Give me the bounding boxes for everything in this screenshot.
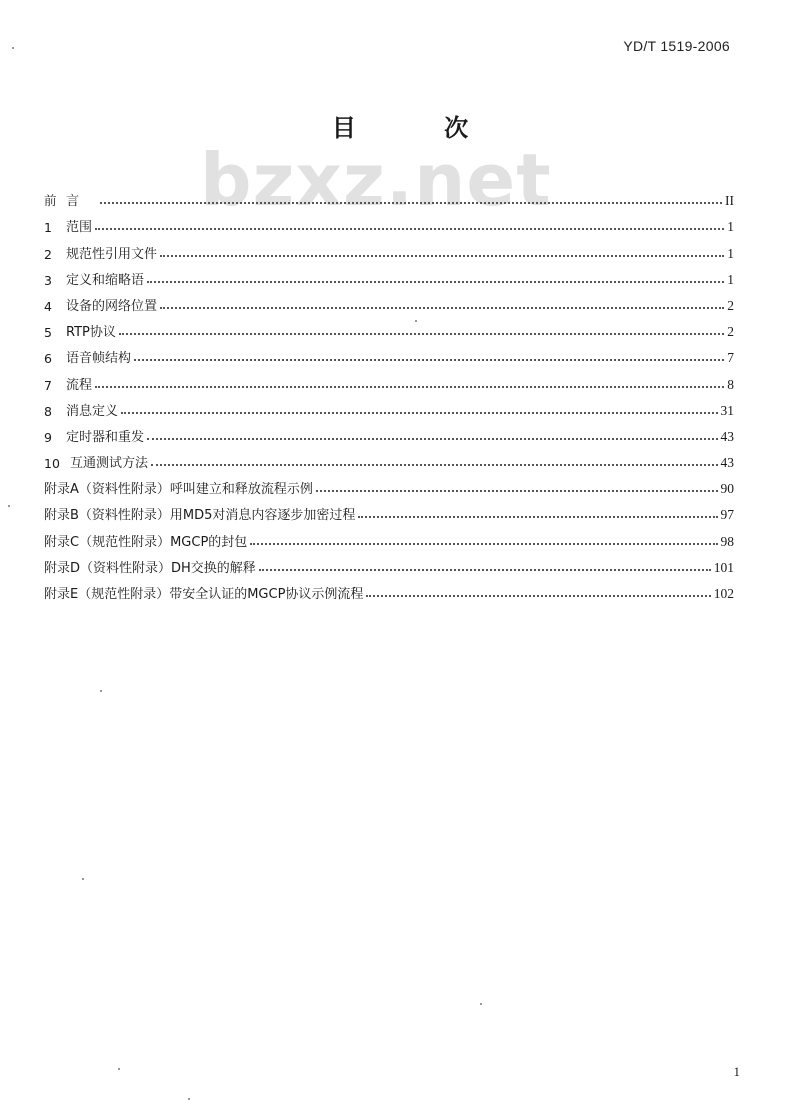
toc-entry-preface[interactable]	[44, 183, 734, 209]
table-of-contents	[44, 183, 734, 602]
scan-speck	[82, 878, 84, 880]
toc-entry-label: 定义和缩略语	[66, 272, 145, 288]
toc-entry-number: 9	[44, 429, 52, 445]
toc-entry-page: 7	[727, 350, 734, 366]
toc-entry-5[interactable]	[44, 314, 734, 340]
toc-entry-page: 31	[720, 402, 734, 418]
toc-entry-3[interactable]	[44, 262, 734, 288]
scan-speck	[8, 505, 10, 507]
toc-entry-number: 4	[44, 298, 52, 314]
toc-entry-page: 8	[727, 376, 734, 392]
toc-entry-2[interactable]	[44, 235, 734, 261]
toc-entry-number: 2	[44, 246, 52, 262]
toc-entry-page: 102	[713, 586, 734, 601]
toc-leader-dots	[147, 437, 717, 440]
toc-entry-page: 101	[713, 559, 734, 575]
toc-entry-label: 流程	[66, 377, 93, 393]
page-number: 1	[733, 1064, 740, 1079]
standard-code: YD/T 1519-2006	[623, 38, 730, 54]
toc-entry-number: 8	[44, 403, 52, 419]
toc-entry-page: 97	[720, 507, 734, 523]
toc-entry-number: 前	[44, 193, 57, 209]
toc-entry-page: 1	[727, 271, 734, 287]
toc-entry-label: 附录E（规范性附录）带安全认证的MGCP协议示例流程	[44, 587, 364, 602]
toc-entry-label: 附录A（资料性附录）呼叫建立和释放流程示例	[44, 482, 313, 498]
toc-entry-page: 43	[720, 455, 734, 471]
toc-entry-number: 3	[44, 272, 52, 288]
scan-speck	[100, 690, 102, 692]
toc-entry-page: 1	[727, 245, 734, 261]
toc-entry-number: 1	[44, 220, 52, 236]
toc-leader-dots	[134, 358, 724, 361]
toc-entry-number: 6	[44, 351, 52, 367]
scan-speck	[188, 1098, 190, 1100]
toc-entry-label: 附录D（资料性附录）DH交换的解释	[44, 560, 256, 576]
scan-speck	[12, 47, 14, 49]
toc-leader-dots	[95, 385, 724, 388]
toc-leader-dots	[121, 411, 717, 414]
toc-entry-label: 附录B（资料性附录）用MD5对消息内容逐步加密过程	[44, 508, 356, 524]
toc-entry-label: 范围	[66, 220, 93, 236]
toc-leader-dots	[358, 515, 717, 518]
toc-leader-dots	[119, 332, 724, 335]
toc-leader-dots	[147, 280, 724, 283]
toc-entry-appendix-a[interactable]	[44, 471, 734, 497]
toc-entry-number: 10	[44, 456, 60, 472]
toc-entry-6[interactable]	[44, 340, 734, 366]
toc-leader-dots	[95, 227, 724, 230]
toc-entry-label: 规范性引用文件	[66, 246, 158, 262]
toc-entry-page: 1	[727, 219, 734, 235]
toc-entry-label: 设备的网络位置	[66, 298, 158, 314]
toc-entry-4[interactable]	[44, 288, 734, 314]
toc-leader-dots	[160, 306, 724, 309]
toc-leader-dots	[250, 542, 717, 545]
toc-entry-1[interactable]	[44, 209, 734, 235]
toc-entry-appendix-c[interactable]	[44, 523, 734, 549]
toc-leader-dots	[316, 489, 718, 492]
scan-speck	[480, 1003, 482, 1005]
toc-entry-8[interactable]	[44, 393, 734, 419]
toc-leader-dots	[366, 594, 710, 597]
toc-entry-page: 2	[727, 297, 734, 313]
toc-leader-dots	[160, 254, 724, 257]
scan-speck	[118, 1068, 120, 1070]
toc-entry-7[interactable]	[44, 366, 734, 392]
toc-entry-page: 2	[727, 324, 734, 340]
toc-entry-label: 语音帧结构	[66, 351, 132, 367]
toc-entry-page: 90	[720, 481, 734, 497]
toc-entry-number: 7	[44, 377, 52, 393]
toc-leader-dots	[259, 568, 711, 571]
toc-entry-label: RTP协议	[66, 325, 116, 341]
toc-entry-9[interactable]	[44, 419, 734, 445]
toc-leader-dots	[151, 463, 717, 466]
toc-entry-10[interactable]	[44, 445, 734, 471]
toc-entry-label: 言	[66, 194, 98, 210]
toc-entry-label: 定时器和重发	[66, 429, 145, 445]
toc-entry-number: 5	[44, 325, 52, 341]
toc-entry-label: 消息定义	[66, 403, 119, 419]
toc-entry-label: 附录C（规范性附录）MGCP的封包	[44, 534, 248, 550]
watermark: bzxz.net	[200, 138, 552, 222]
toc-entry-page: II	[725, 193, 734, 209]
toc-entry-appendix-d[interactable]	[44, 550, 734, 576]
toc-entry-appendix-e[interactable]	[44, 576, 734, 602]
toc-entry-page: 98	[720, 533, 734, 549]
toc-entry-label: 互通测试方法	[70, 456, 149, 472]
page-title: 目 次	[331, 114, 509, 142]
toc-entry-appendix-b[interactable]	[44, 497, 734, 523]
toc-entry-page: 43	[720, 428, 734, 444]
toc-leader-dots	[100, 201, 722, 204]
